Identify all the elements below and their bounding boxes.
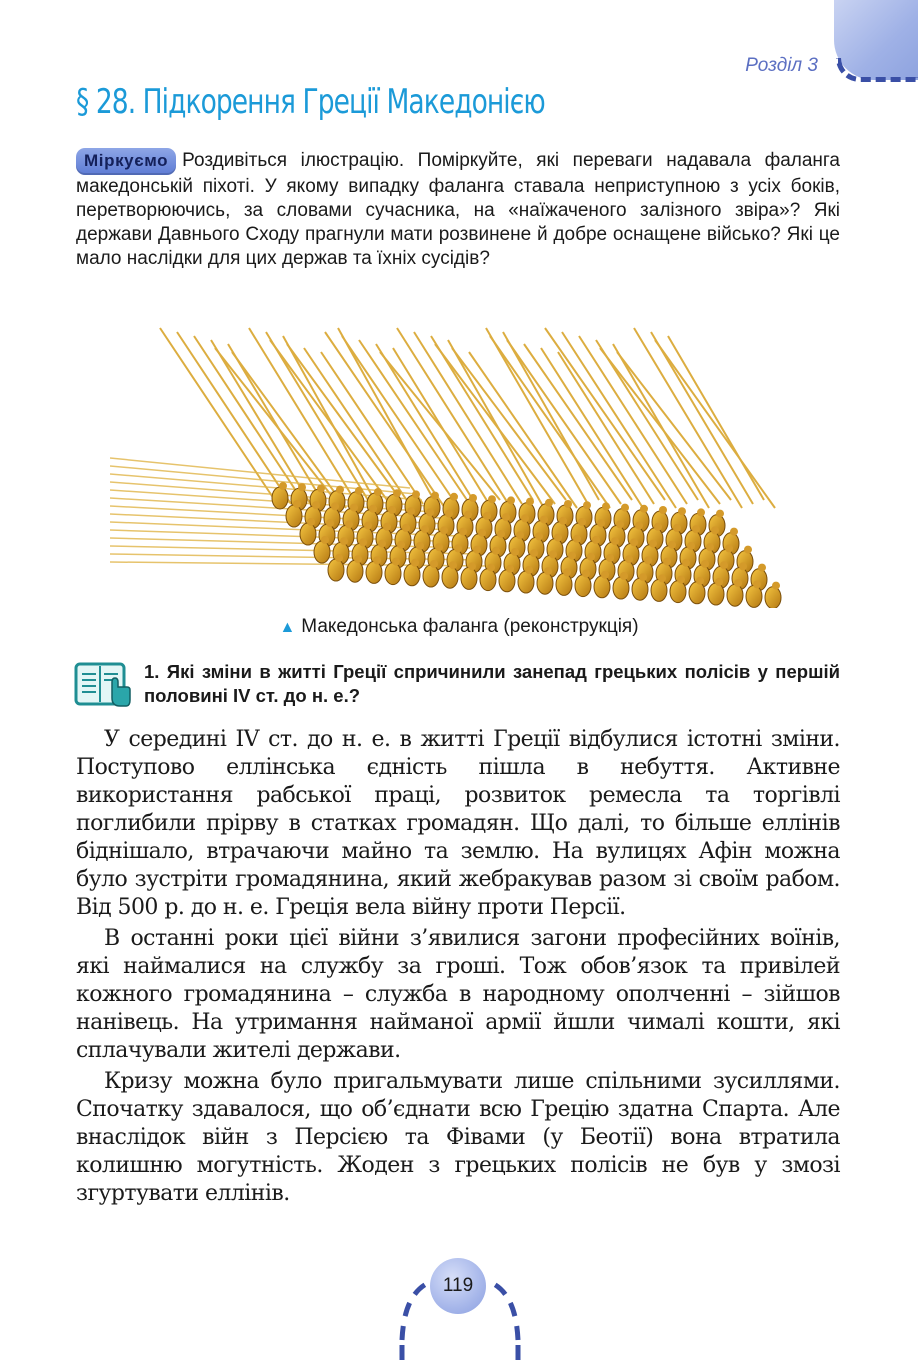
think-text: Роздивіться ілюстрацію. Поміркуйте, які переваги надавала фаланга македонській піхоті. У якому випадку фаланга ставала неприступною з усіх боків, перетворюючись, за словами сучасника, на «наїжаченого залізного звіра»? Які держави Давнього Сходу прагнули мати розвинене й добре оснащене військо? Які це мало наслідки для цих держав та їхніх сусідів? xyxy=(76,150,840,269)
book-pointer-icon xyxy=(74,660,132,710)
phalanx-illustration xyxy=(110,318,820,608)
page-number: 119 xyxy=(430,1258,486,1314)
caption-text: Македонська фаланга (реконструкція) xyxy=(301,616,639,637)
think-badge: Міркуємо xyxy=(76,148,176,175)
question-heading: 1. Які зміни в житті Греції спричинили занепад грецьких полісів у першій половині IV ст. до н. е.? xyxy=(144,661,840,706)
think-block xyxy=(76,148,840,271)
body-paragraph: У середині IV ст. до н. е. в житті Греції відбулися істотні зміни. Поступово еллінська єдність пішла в небуття. Активне використання рабської праці, розвиток ремесла та торгівлі поглибили прірву в статках громадян. Що далі, то більше еллінів біднішало, втрачаючи майно та землю. На вулицях Афін можна було зустріти громадянина, який жебракував разом зі своїм рабом. Від 500 р. до н. е. Греція вела війну проти Персії. xyxy=(76,727,840,920)
section-label: Розділ 3 xyxy=(745,55,818,76)
corner-dash-decoration xyxy=(836,58,918,82)
body-paragraph: Кризу можна було пригальмувати лише спільними зусиллями. Спочатку здавалося, що об’єднати всю Грецію здатна Спарта. Але внаслідок війн з Персією та Фівами (у Беотії) вона втратила колишню могутність. Жоден з грецьких полісів не був у змозі згуртувати еллінів. xyxy=(76,1069,840,1206)
figure-caption xyxy=(0,616,918,638)
triangle-icon: ▲ xyxy=(279,619,296,636)
body-text xyxy=(76,726,840,1211)
chapter-title: § 28. Підкорення Греції Македонією xyxy=(76,82,545,122)
body-paragraph: В останні роки цієї війни з’явилися загони професійних воїнів, які наймалися на службу за гроші. Тож обов’язок та привілей кожного громадянина – служба в народному ополченні – зійшов нанівець. На утримання найманої армії йшли чималі кошти, які сплачували жителі держави. xyxy=(76,926,840,1063)
